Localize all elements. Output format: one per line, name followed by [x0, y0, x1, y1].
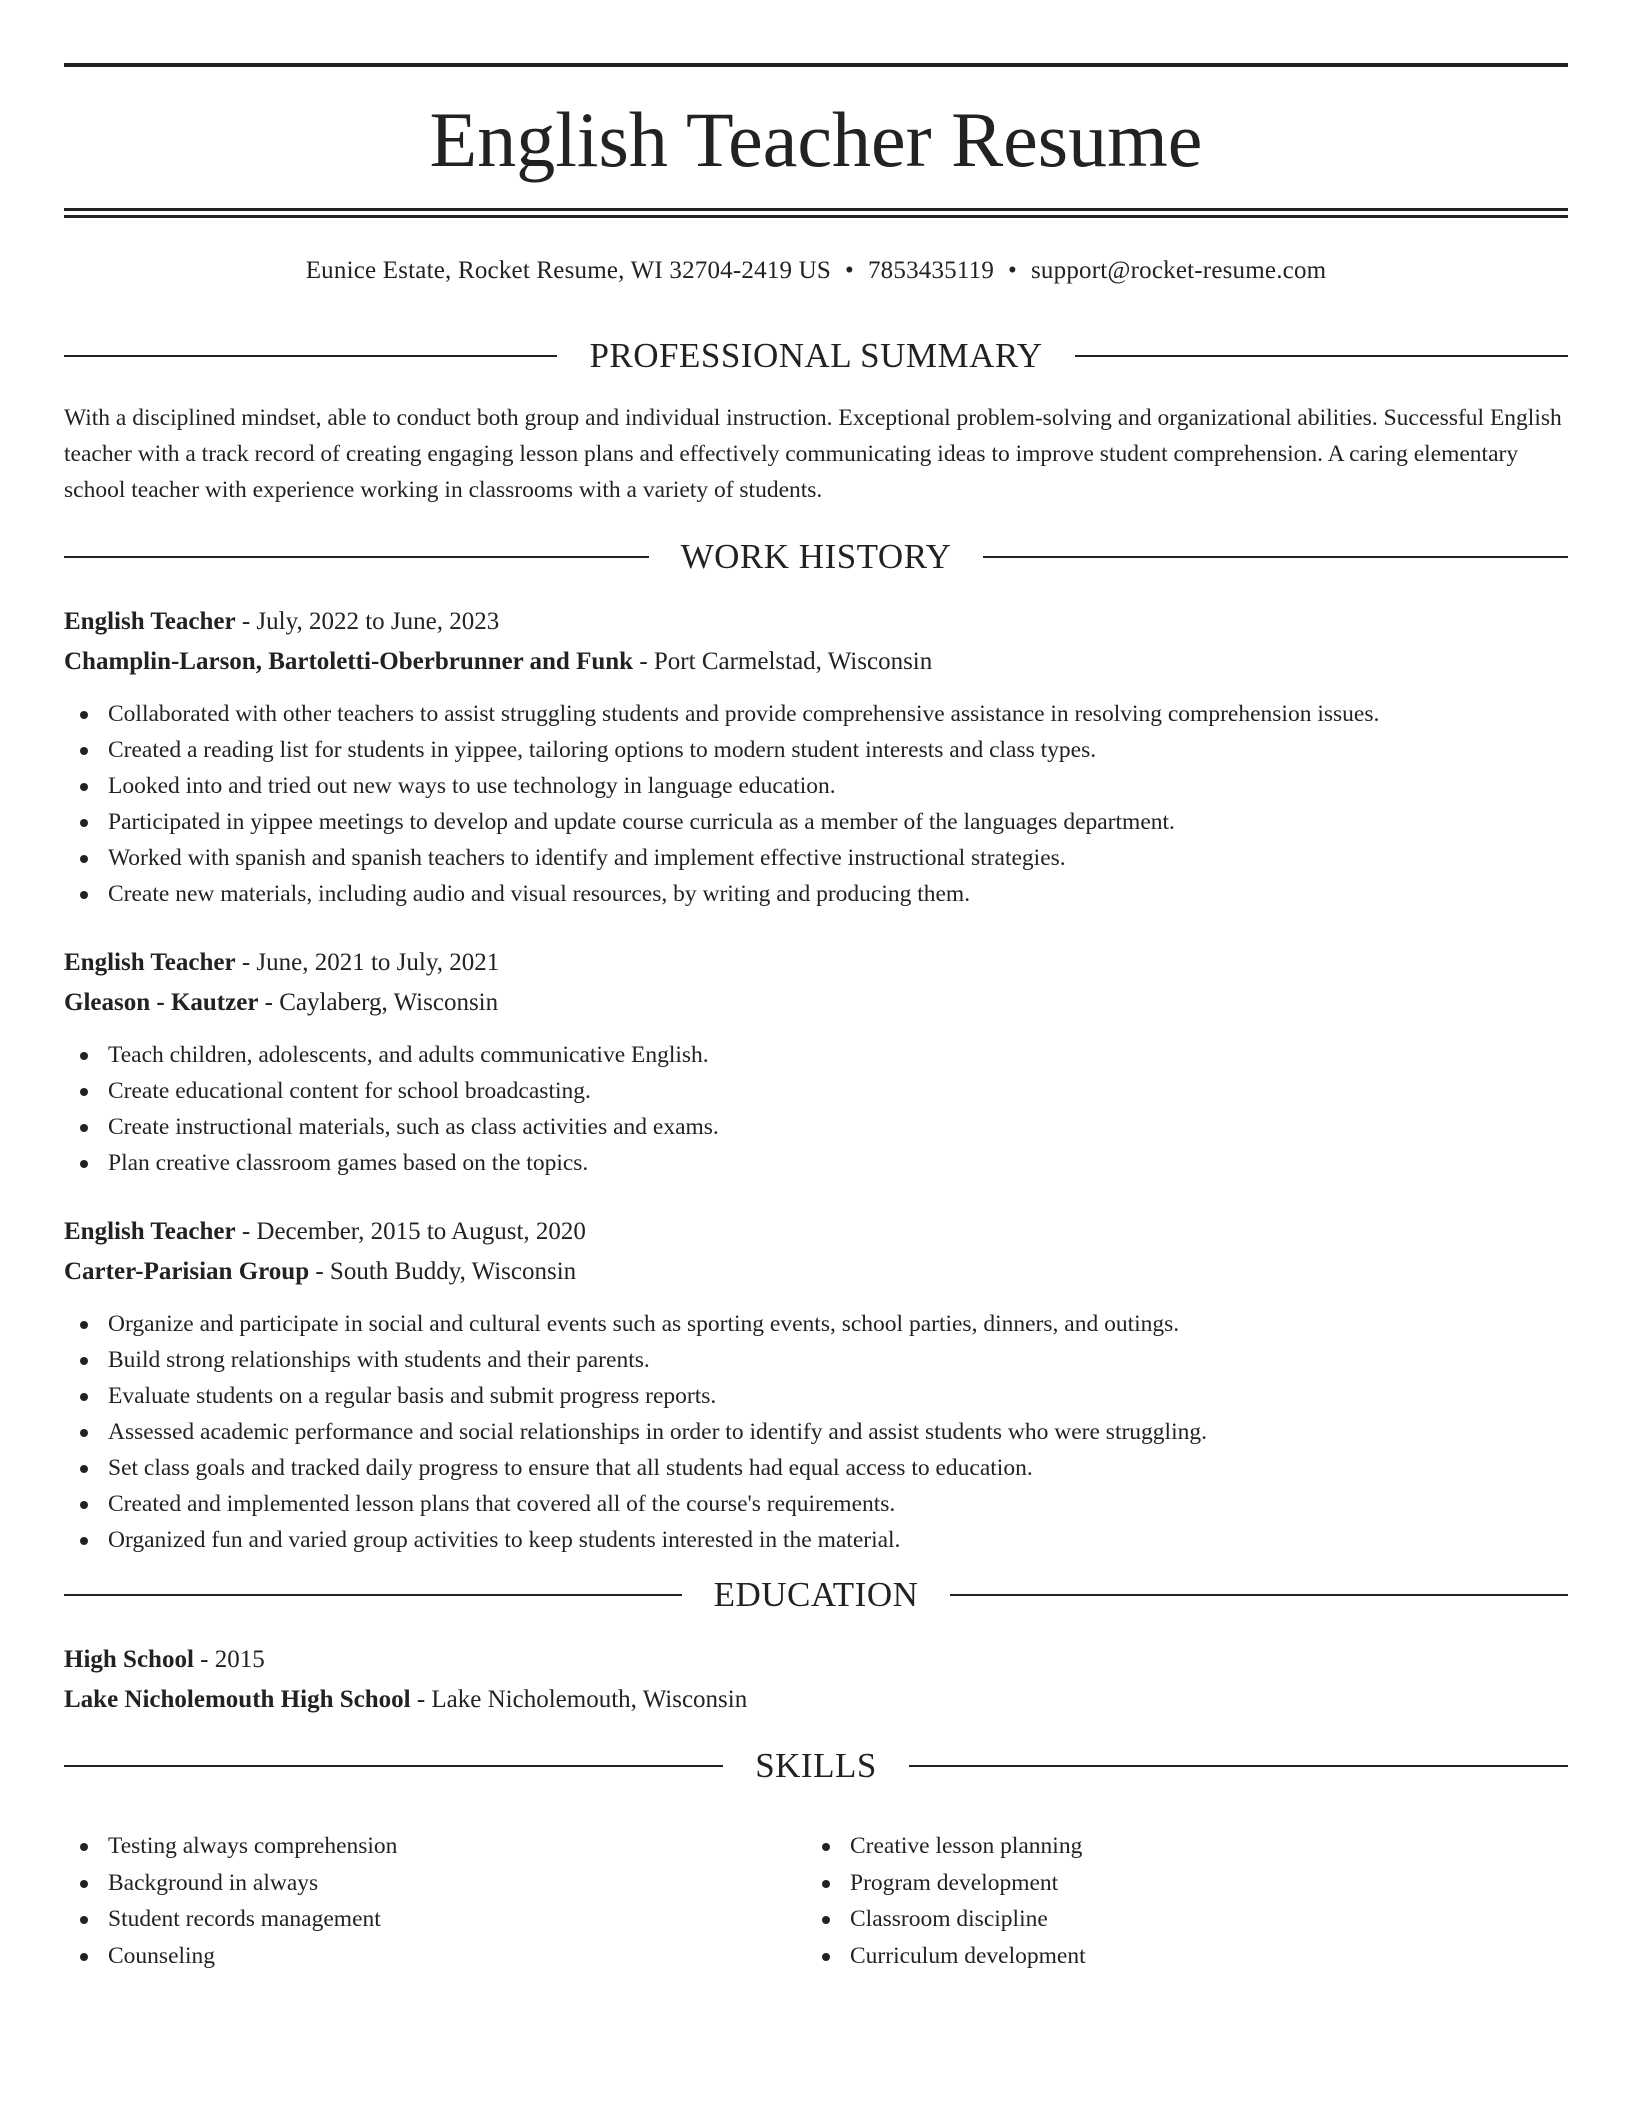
contact-phone: 7853435119 — [867, 257, 995, 284]
job-dates: - July, 2022 to June, 2023 — [235, 608, 500, 635]
heading-rule-right — [950, 1594, 1568, 1596]
job-company: Champlin-Larson, Bartoletti-Oberbrunner and Funk — [64, 648, 634, 675]
summary-heading-label: PROFESSIONAL SUMMARY — [589, 336, 1043, 375]
job-title-line — [64, 943, 1568, 983]
list-item: Collaborated with other teachers to assist struggling students and provide comprehensive assistance in resolving comprehension issues. — [64, 696, 1568, 732]
heading-rule-left — [64, 556, 649, 558]
list-item: Testing always comprehension — [64, 1828, 764, 1865]
contact-line — [64, 254, 1568, 288]
heading-rule-right — [1075, 355, 1568, 357]
list-item: Counseling — [64, 1938, 764, 1975]
job-location: - Caylaberg, Wisconsin — [258, 989, 499, 1016]
job-location: - Port Carmelstad, Wisconsin — [633, 648, 933, 675]
contact-separator: • — [845, 257, 854, 284]
list-item: Evaluate students on a regular basis and submit progress reports. — [64, 1378, 1568, 1414]
contact-email: support@rocket-resume.com — [1031, 257, 1327, 284]
skills-heading — [64, 1744, 1568, 1788]
list-item: Program development — [806, 1865, 1506, 1902]
education-school-line — [64, 1680, 1568, 1720]
education-degree: High School — [64, 1646, 194, 1673]
heading-rule-right — [983, 556, 1568, 558]
heading-rule-right — [909, 1765, 1568, 1767]
top-rule — [64, 63, 1568, 67]
list-item: Worked with spanish and spanish teachers to identify and implement effective instructional strategies. — [64, 840, 1568, 876]
summary-text: With a disciplined mindset, able to conduct both group and individual instruction. Exceptional problem-solving and organizational abilities. Successful English teacher with a track record of creating engaging lesson plans and effectively communicating ideas to improve student comprehension. A caring elementary school teacher with experience working in classrooms with a variety of students. — [64, 405, 1562, 503]
list-item: Created and implemented lesson plans that covered all of the course's requirements. — [64, 1486, 1568, 1522]
list-item: Teach children, adolescents, and adults communicative English. — [64, 1037, 1568, 1073]
education-heading — [64, 1573, 1568, 1617]
job-company: Gleason - Kautzer — [64, 989, 259, 1016]
job-company-line — [64, 1252, 1568, 1292]
education-degree-line — [64, 1640, 1568, 1680]
contact-address: Eunice Estate, Rocket Resume, WI 32704-2419 US — [305, 257, 832, 284]
list-item: Create educational content for school broadcasting. — [64, 1073, 1568, 1109]
list-item: Classroom discipline — [806, 1901, 1506, 1938]
job-bullets — [64, 696, 1568, 912]
job-bullets — [64, 1306, 1568, 1558]
work-history-heading-label: WORK HISTORY — [680, 537, 952, 576]
education-school: Lake Nicholemouth High School — [64, 1686, 411, 1713]
job-title-line — [64, 602, 1568, 642]
job-title-line — [64, 1212, 1568, 1252]
education-heading-label: EDUCATION — [713, 1575, 919, 1614]
job-dates: - December, 2015 to August, 2020 — [235, 1218, 586, 1245]
title-rule-lower — [64, 215, 1568, 218]
job-bullets — [64, 1037, 1568, 1181]
job-company-line — [64, 642, 1568, 682]
list-item: Looked into and tried out new ways to use technology in language education. — [64, 768, 1568, 804]
list-item: Set class goals and tracked daily progress to ensure that all students had equal access to education. — [64, 1450, 1568, 1486]
list-item: Creative lesson planning — [806, 1828, 1506, 1865]
list-item: Build strong relationships with students and their parents. — [64, 1342, 1568, 1378]
list-item: Create instructional materials, such as class activities and exams. — [64, 1109, 1568, 1145]
list-item: Background in always — [64, 1865, 764, 1902]
job-company: Carter-Parisian Group — [64, 1258, 310, 1285]
skills-heading-label: SKILLS — [755, 1746, 877, 1785]
job-location: - South Buddy, Wisconsin — [309, 1258, 577, 1285]
job-title: English Teacher — [64, 1218, 236, 1245]
heading-rule-left — [64, 355, 557, 357]
list-item: Curriculum development — [806, 1938, 1506, 1975]
title-rule-upper — [64, 208, 1568, 211]
list-item: Assessed academic performance and social relationships in order to identify and assist students who were struggling. — [64, 1414, 1568, 1450]
skills-list-left — [64, 1828, 764, 1974]
list-item: Created a reading list for students in yippee, tailoring options to modern student interests and class types. — [64, 732, 1568, 768]
list-item: Student records management — [64, 1901, 764, 1938]
contact-separator: • — [1008, 257, 1017, 284]
list-item: Create new materials, including audio and visual resources, by writing and producing them. — [64, 876, 1568, 912]
job-company-line — [64, 983, 1568, 1023]
job-title: English Teacher — [64, 608, 236, 635]
list-item: Plan creative classroom games based on the topics. — [64, 1145, 1568, 1181]
skills-list-right — [806, 1828, 1506, 1974]
heading-rule-left — [64, 1765, 723, 1767]
heading-rule-left — [64, 1594, 682, 1596]
education-year: - 2015 — [193, 1646, 265, 1673]
job-dates: - June, 2021 to July, 2021 — [235, 949, 500, 976]
list-item: Organize and participate in social and cultural events such as sporting events, school parties, dinners, and outings. — [64, 1306, 1568, 1342]
summary-heading — [64, 334, 1568, 378]
work-history-heading — [64, 535, 1568, 579]
job-title: English Teacher — [64, 949, 236, 976]
list-item: Organized fun and varied group activities to keep students interested in the material. — [64, 1522, 1568, 1558]
page-title: English Teacher Resume — [429, 96, 1203, 183]
education-location: - Lake Nicholemouth, Wisconsin — [410, 1686, 748, 1713]
list-item: Participated in yippee meetings to develop and update course curricula as a member of the languages department. — [64, 804, 1568, 840]
